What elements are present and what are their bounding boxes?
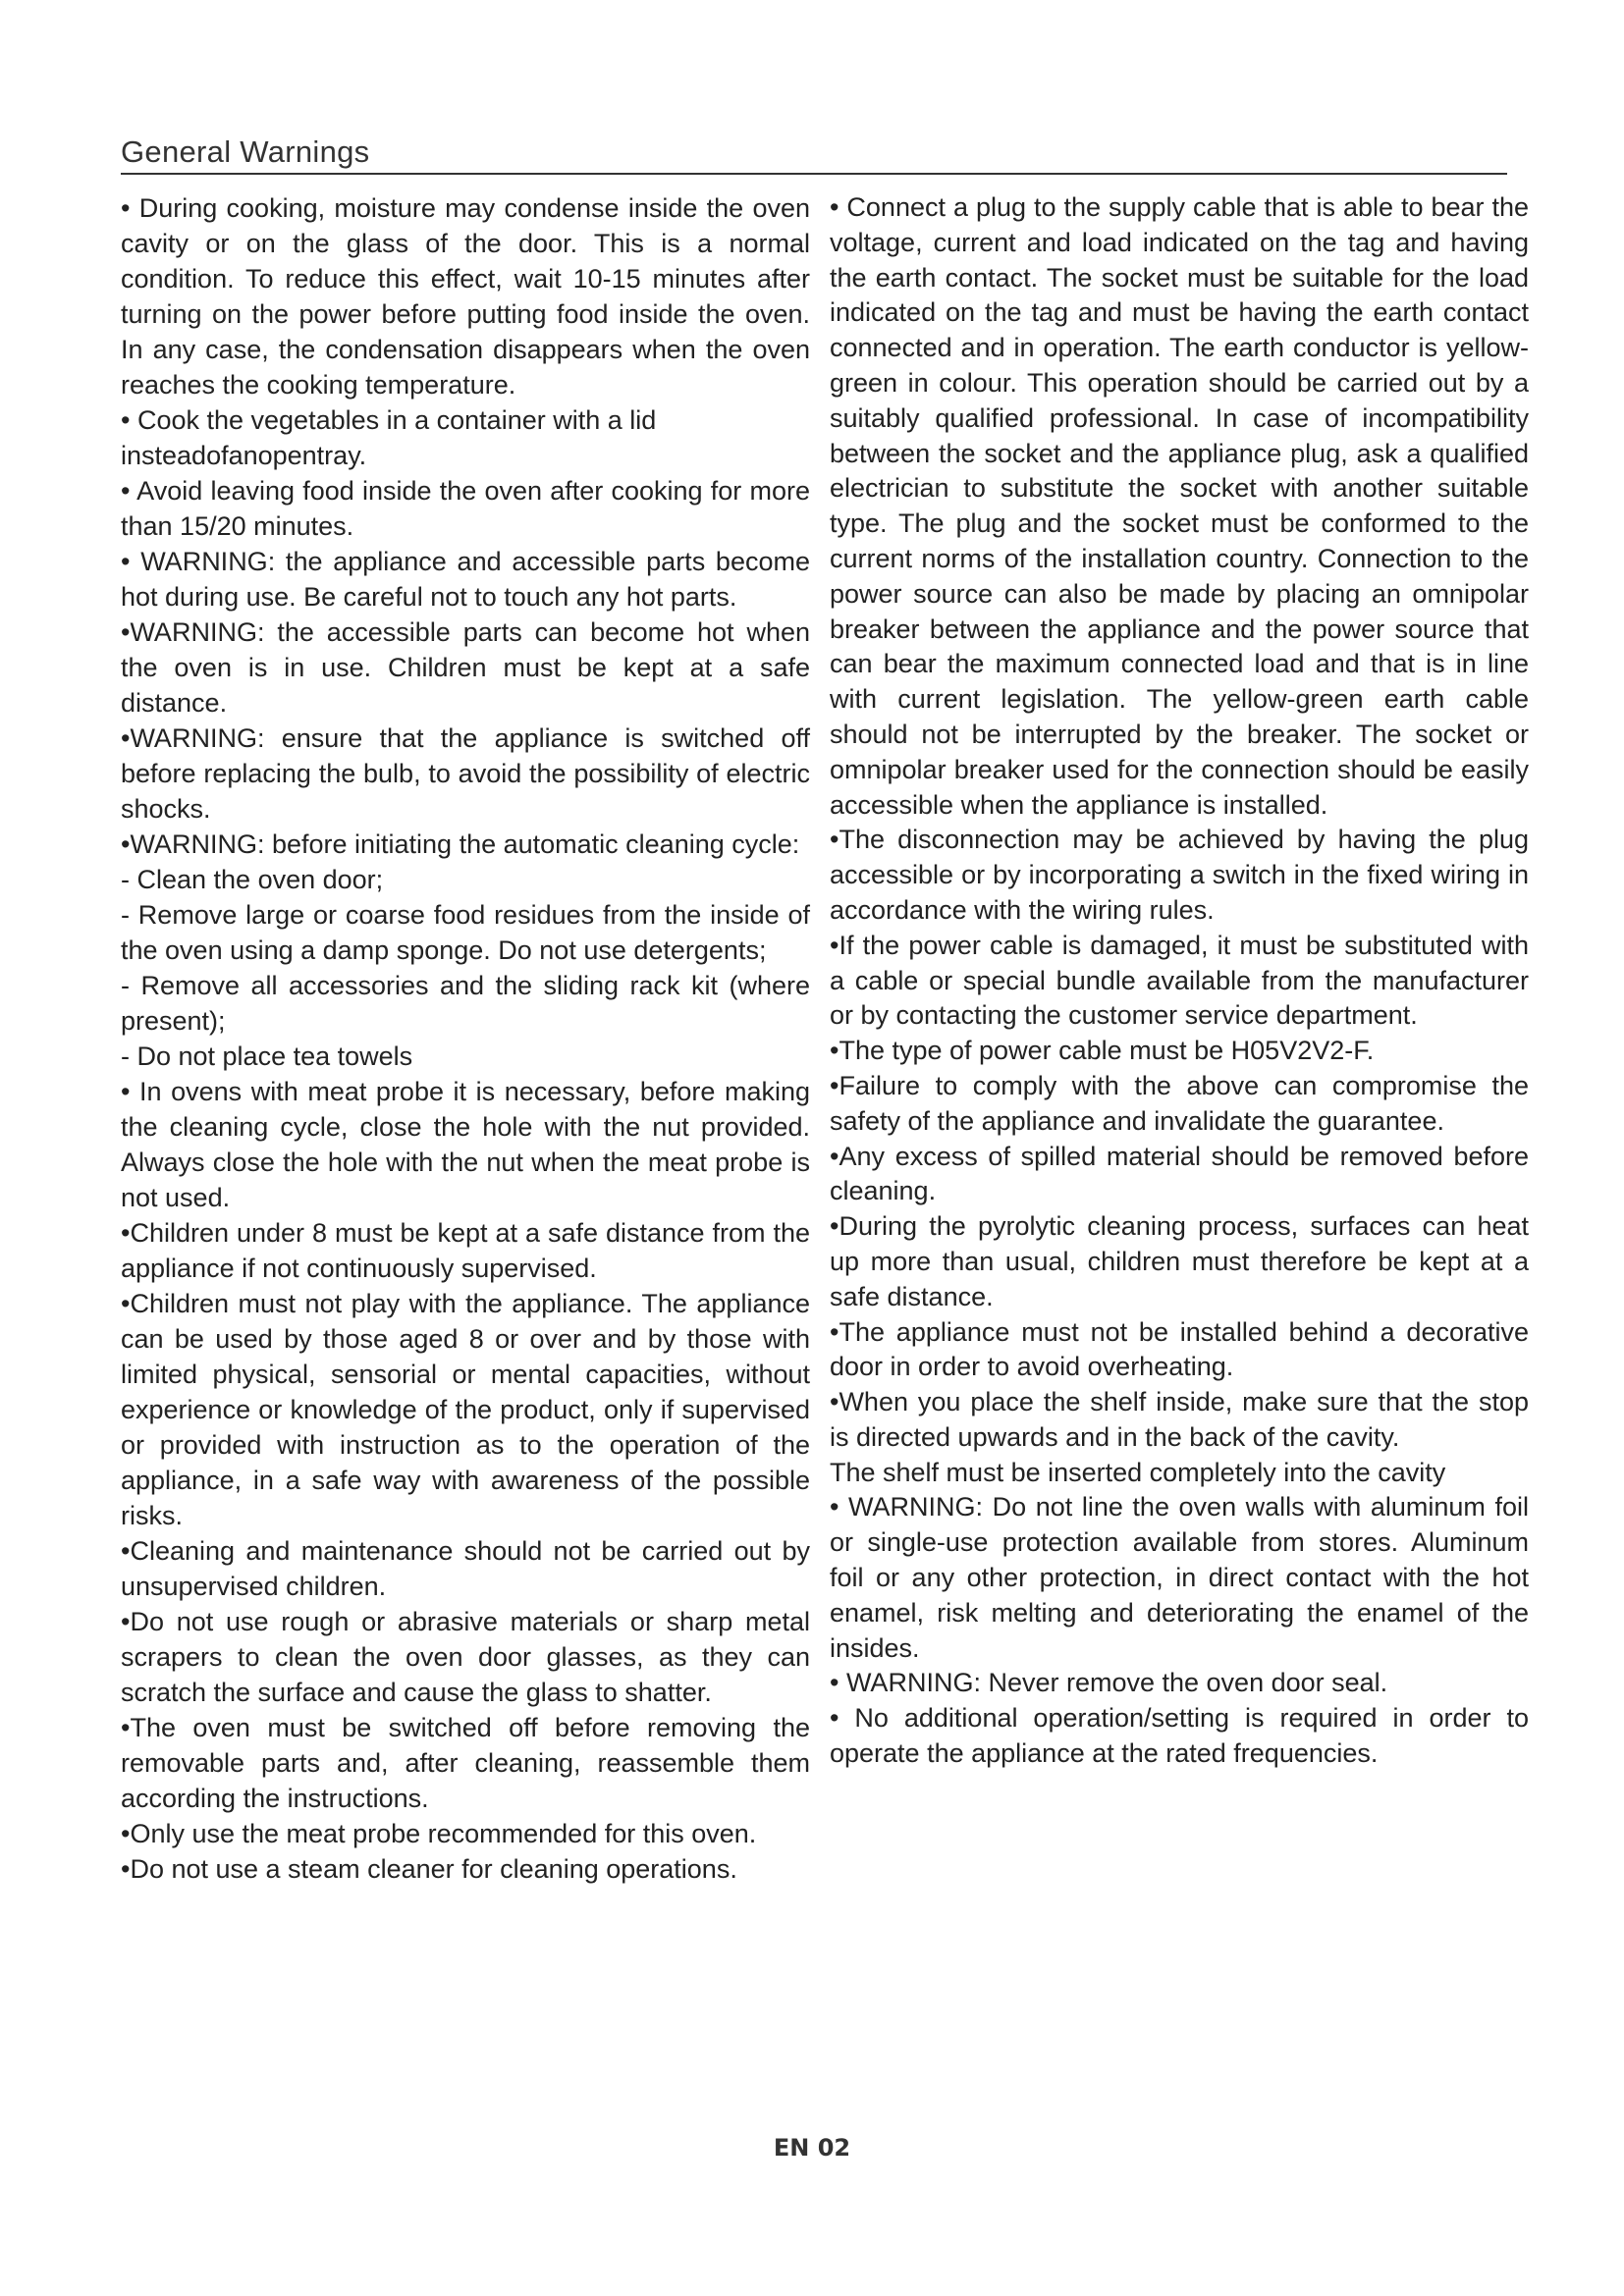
warning-paragraph: •WARNING: ensure that the appliance is switched off before replacing the bulb, to avoid the possibility of electric shocks. — [121, 723, 810, 824]
warning-paragraph: The shelf must be inserted completely into the cavity — [830, 1457, 1446, 1487]
warning-paragraph: •Any excess of spilled material should be removed before cleaning. — [830, 1141, 1529, 1206]
warning-paragraph: •Only use the meat probe recommended for this oven. — [121, 1819, 757, 1848]
warning-paragraph: • WARNING: Never remove the oven door seal. — [830, 1668, 1388, 1698]
warning-paragraph: • Cook the vegetables in a container with a lid insteadofanopentray. — [121, 405, 657, 470]
warning-paragraph: • In ovens with meat probe it is necessary, before making the cleaning cycle, close the hole with the nut provided. Always close the hole with the nut when the meat probe is not used. — [121, 1077, 810, 1212]
left-column — [121, 190, 810, 1887]
cleaning-step: - Clean the oven door; — [121, 865, 384, 894]
warning-paragraph: •The type of power cable must be H05V2V2-F. — [830, 1036, 1375, 1066]
warning-paragraph: •Do not use rough or abrasive materials or sharp metal scrapers to clean the oven door glasses, as they can scratch the surface and cause the glass to shatter. — [121, 1607, 810, 1707]
warning-paragraph: •The oven must be switched off before removing the removable parts and, after cleaning, reassemble them according the instructions. — [121, 1713, 810, 1813]
warning-paragraph: • WARNING: the appliance and accessible parts become hot during use. Be careful not to touch any hot parts. — [121, 547, 810, 612]
warning-paragraph: • No additional operation/setting is required in order to operate the appliance at the rated frequencies. — [830, 1703, 1529, 1769]
warning-paragraph: • Avoid leaving food inside the oven after cooking for more than 15/20 minutes. — [121, 476, 810, 541]
warning-paragraph: •Children under 8 must be kept at a safe distance from the appliance if not continuously supervised. — [121, 1218, 810, 1283]
warning-paragraph: •Cleaning and maintenance should not be carried out by unsupervised children. — [121, 1536, 810, 1601]
warning-paragraph: • Connect a plug to the supply cable that is able to bear the voltage, current and load indicated on the tag and having the earth contact. The socket must be suitable for the load indicated on the tag and must be having the earth contact connected and in operation. The earth conductor is yellow-green in colour. This operation should be carried out by a suitably qualified professional. In case of incompatibility between the socket and the appliance plug, ask a qualified electrician to substitute the socket with another suitable type. The plug and the socket must be conformed to the current norms of the installation country. Connection to the power source can also be made by placing an omnipolar breaker between the appliance and the power source that can bear the maximum connected load and that is in line with current legislation. The yellow-green earth cable should not be interrupted by the breaker. The socket or omnipolar breaker used for the connection should be easily accessible when the appliance is installed. — [830, 192, 1529, 820]
warning-paragraph: •Failure to comply with the above can compromise the safety of the appliance and invalidate the guarantee. — [830, 1070, 1529, 1136]
warning-paragraph: •WARNING: before initiating the automatic cleaning cycle: — [121, 829, 800, 859]
warning-paragraph: • WARNING: Do not line the oven walls with aluminum foil or single-use protection available from stores. Aluminum foil or any other protection, in direct contact with the hot enamel, risk melting and deteriorating the enamel of the insides. — [830, 1492, 1529, 1663]
warning-paragraph: •The disconnection may be achieved by having the plug accessible or by incorporating a switch in the fixed wiring in accordance with the wiring rules. — [830, 825, 1529, 925]
cleaning-step: - Remove large or coarse food residues from the inside of the oven using a damp sponge. Do not use detergents; — [121, 900, 810, 965]
page-number: EN 02 — [773, 2134, 851, 2162]
section-heading: General Warnings — [121, 133, 1507, 175]
warning-paragraph: •The appliance must not be installed behind a decorative door in order to avoid overheating. — [830, 1316, 1529, 1382]
warning-paragraph: •If the power cable is damaged, it must be substituted with a cable or special bundle available from the manufacturer or by contacting the customer service department. — [830, 930, 1529, 1031]
warning-paragraph: •During the pyrolytic cleaning process, surfaces can heat up more than usual, children must therefore be kept at a safe distance. — [830, 1211, 1529, 1311]
warning-paragraph: •Do not use a steam cleaner for cleaning operations. — [121, 1854, 737, 1884]
warning-paragraph: • During cooking, moisture may condense inside the oven cavity or on the glass of the door. This is a normal condition. To reduce this effect, wait 10-15 minutes after turning on the power before putting food inside the oven. In any case, the condensation disappears when the oven reaches the cooking temperature. — [121, 193, 810, 400]
warning-paragraph: •When you place the shelf inside, make sure that the stop is directed upwards and in the back of the cavity. — [830, 1387, 1529, 1452]
warning-paragraph: •Children must not play with the appliance. The appliance can be used by those aged 8 or over and by those with limited physical, sensorial or mental capacities, without experience or knowledge of the product, only if supervised or provided with instruction as to the operation of the appliance, in a safe way with awareness of the possible risks. — [121, 1289, 810, 1530]
right-column — [830, 190, 1529, 1772]
cleaning-step: - Do not place tea towels — [121, 1041, 413, 1071]
warning-paragraph: •WARNING: the accessible parts can become hot when the oven is in use. Children must be kept at a safe distance. — [121, 617, 810, 718]
cleaning-step: - Remove all accessories and the sliding rack kit (where present); — [121, 971, 810, 1036]
